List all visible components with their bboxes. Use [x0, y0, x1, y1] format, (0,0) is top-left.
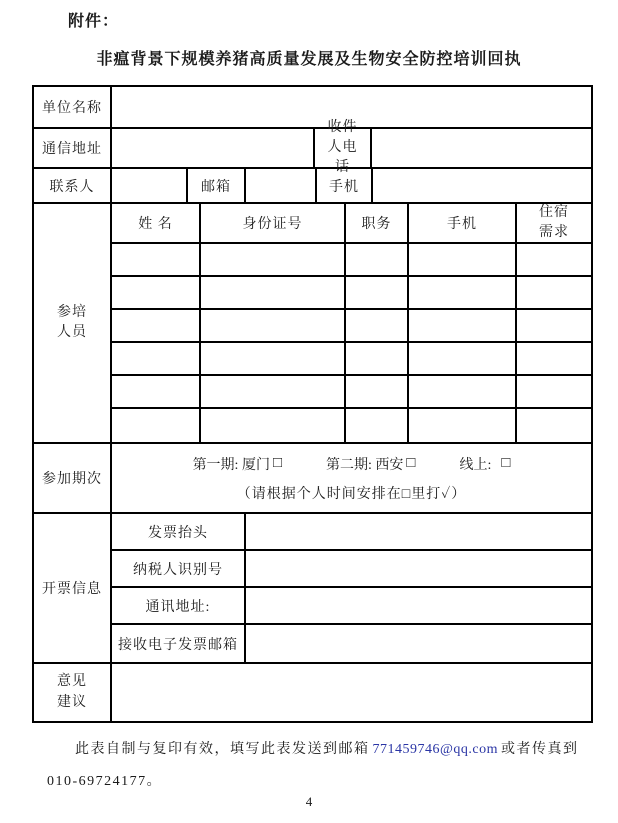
- row-session: [34, 444, 591, 514]
- participant-name-cell[interactable]: [112, 343, 201, 374]
- footer-line1: [75, 734, 590, 766]
- participant-row: [112, 343, 591, 376]
- recipient-phone-field[interactable]: [372, 129, 591, 167]
- participants-label: [34, 204, 112, 442]
- participant-mobile-cell[interactable]: [409, 376, 517, 407]
- invoice-email-label: 接收电子发票邮箱: [112, 625, 246, 662]
- comments-field[interactable]: [112, 664, 591, 721]
- participant-mobile-cell[interactable]: [409, 310, 517, 341]
- participants-header-row: [112, 204, 591, 244]
- invoice-address-label: 通讯地址:: [112, 588, 246, 623]
- col-header-mobile: 手机: [409, 204, 517, 242]
- participant-duty-cell[interactable]: [346, 310, 409, 341]
- participant-duty-cell[interactable]: [346, 277, 409, 308]
- xian-checkbox[interactable]: □: [406, 455, 416, 471]
- footer-fax-number: 010-69724177。: [47, 774, 163, 789]
- session-option-xian-label: 第二期: 西安: [326, 457, 404, 473]
- form-title: 非瘟背景下规模养猪高质量发展及生物安全防控培训回执: [96, 51, 522, 68]
- session-option-online: [459, 454, 510, 474]
- session-option-xiamen: [193, 454, 282, 474]
- participant-id-cell[interactable]: [201, 343, 346, 374]
- invoice-title-field[interactable]: [246, 514, 591, 549]
- section-invoice: [34, 514, 591, 664]
- participant-id-cell[interactable]: [201, 310, 346, 341]
- participant-row: [112, 310, 591, 343]
- participant-accommodation-cell[interactable]: [517, 343, 591, 374]
- participant-accommodation-cell[interactable]: [517, 277, 591, 308]
- participant-accommodation-cell[interactable]: [517, 409, 591, 442]
- invoice-row-address: [112, 588, 591, 625]
- invoice-row-email: [112, 625, 591, 662]
- col-header-accommodation: [517, 204, 591, 242]
- participant-row: [112, 409, 591, 442]
- participant-name-cell[interactable]: [112, 244, 201, 275]
- participant-duty-cell[interactable]: [346, 376, 409, 407]
- invoice-row-title: [112, 514, 591, 551]
- email-label: 邮箱: [188, 169, 246, 202]
- invoice-email-field[interactable]: [246, 625, 591, 662]
- participants-label-text: 参培人员: [57, 304, 87, 340]
- mobile-field[interactable]: [373, 169, 591, 202]
- recipient-phone-label-text: 收件人电话: [327, 119, 358, 176]
- participant-row: [112, 277, 591, 310]
- participant-name-cell[interactable]: [112, 310, 201, 341]
- participant-mobile-cell[interactable]: [409, 244, 517, 275]
- footer-line1-post: 或者传真到: [501, 742, 579, 757]
- participant-name-cell[interactable]: [112, 376, 201, 407]
- row-comments: [34, 664, 591, 721]
- participant-duty-cell[interactable]: [346, 409, 409, 442]
- attachment-label: 附件：: [68, 13, 120, 30]
- session-option-xiamen-label: 第一期: 厦门: [192, 457, 270, 473]
- participants-grid: [112, 204, 591, 442]
- participant-mobile-cell[interactable]: [409, 409, 517, 442]
- participant-duty-cell[interactable]: [346, 343, 409, 374]
- participant-accommodation-cell[interactable]: [517, 244, 591, 275]
- recipient-phone-label: [315, 119, 372, 176]
- session-note: （请根据个人时间安排在□里打✓）: [236, 486, 467, 502]
- participant-accommodation-cell[interactable]: [517, 310, 591, 341]
- session-option-xian: [326, 454, 415, 474]
- participant-id-cell[interactable]: [201, 409, 346, 442]
- col-header-accommodation-text: 住宿需求: [539, 204, 569, 240]
- participant-mobile-cell[interactable]: [409, 277, 517, 308]
- contact-field[interactable]: [112, 169, 188, 202]
- participant-row: [112, 376, 591, 409]
- online-checkbox[interactable]: □: [501, 455, 511, 471]
- registration-form-table: [32, 85, 593, 723]
- address-label: 通信地址: [34, 129, 112, 167]
- taxpayer-id-field[interactable]: [246, 551, 591, 586]
- footer-line1-pre: 此表自制与复印有效，填写此表发送到邮箱: [75, 742, 370, 757]
- participant-id-cell[interactable]: [201, 376, 346, 407]
- invoice-grid: [112, 514, 591, 662]
- footer-email-link[interactable]: 771459746@qq.com: [372, 742, 498, 757]
- row-contact: [34, 169, 591, 204]
- mobile-label: 手机: [317, 169, 373, 202]
- col-header-id-number: 身份证号: [201, 204, 346, 242]
- session-label: 参加期次: [34, 444, 112, 512]
- page-number: 4: [305, 794, 313, 809]
- participant-id-cell[interactable]: [201, 244, 346, 275]
- session-option-online-label: 线上:: [459, 457, 492, 473]
- unit-name-label: 单位名称: [34, 87, 112, 127]
- col-header-name: 姓 名: [112, 204, 201, 242]
- participant-accommodation-cell[interactable]: [517, 376, 591, 407]
- session-options-line: [193, 454, 511, 474]
- invoice-address-field[interactable]: [246, 588, 591, 623]
- invoice-label: 开票信息: [34, 514, 112, 662]
- footer-note: [47, 734, 590, 798]
- row-address: [34, 119, 591, 176]
- address-field[interactable]: [112, 129, 315, 167]
- comments-label-text: 意见建议: [57, 674, 87, 710]
- contact-label: 联系人: [34, 169, 112, 202]
- participant-duty-cell[interactable]: [346, 244, 409, 275]
- taxpayer-id-label: 纳税人识别号: [112, 551, 246, 586]
- invoice-row-taxid: [112, 551, 591, 588]
- participant-name-cell[interactable]: [112, 409, 201, 442]
- participant-name-cell[interactable]: [112, 277, 201, 308]
- participant-id-cell[interactable]: [201, 277, 346, 308]
- col-header-duty: 职务: [346, 204, 409, 242]
- row-unit-name: [34, 87, 591, 129]
- invoice-title-label: 发票抬头: [112, 514, 246, 549]
- comments-label: [34, 664, 112, 721]
- section-participants: [34, 204, 591, 444]
- session-options: [112, 444, 591, 512]
- participant-row: [112, 244, 591, 277]
- email-field[interactable]: [246, 169, 317, 202]
- xiamen-checkbox[interactable]: □: [272, 455, 283, 471]
- participant-mobile-cell[interactable]: [409, 343, 517, 374]
